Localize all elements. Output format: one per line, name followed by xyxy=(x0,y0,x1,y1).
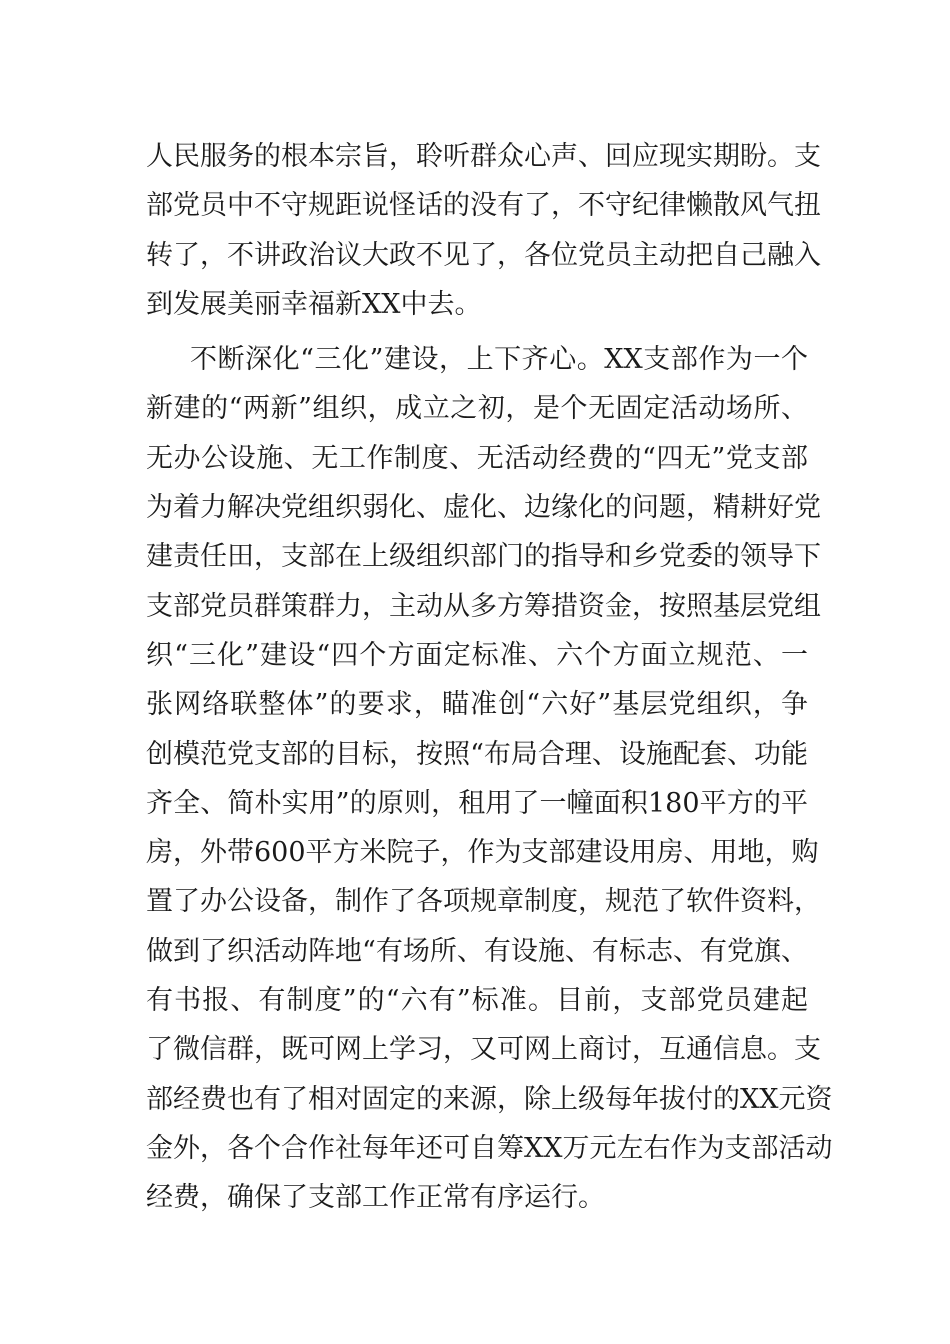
text-line: 创模范党支部的目标，按照“布局合理、设施配套、功能 xyxy=(146,738,808,770)
text-line: 做到了织活动阵地“有场所、有设施、有标志、有党旗、 xyxy=(146,935,808,967)
text-line: 置了办公设备，制作了各项规章制度，规范了软件资料， xyxy=(146,886,821,918)
text-line: 转了，不讲政治议大政不见了，各位党员主动把自己融入 xyxy=(146,239,821,271)
text-line: 房，外带600平方米院子，作为支部建设用房、用地，购 xyxy=(146,837,819,869)
paragraph-1 xyxy=(146,132,821,329)
text-line: 为着力解决党组织弱化、虚化、边缘化的问题，精耕好党 xyxy=(146,492,821,524)
text-line: 张网络联整体”的要求，瞄准创“六好”基层党组织，争 xyxy=(146,689,808,721)
text-line: 金外，各个合作社每年还可自筹XX万元左右作为支部活动 xyxy=(146,1132,833,1164)
text-line: 支部党员群策群力，主动从多方筹措资金，按照基层党组 xyxy=(146,590,821,622)
text-line: 不断深化“三化”建设，上下齐心。XX支部作为一个 xyxy=(190,344,808,376)
text-line: 织“三化”建设“四个方面定标准、六个方面立规范、一 xyxy=(146,639,808,671)
text-line: 到发展美丽幸福新XX中去。 xyxy=(146,288,482,320)
text-line: 有书报、有制度”的“六有”标准。目前，支部党员建起 xyxy=(146,985,808,1017)
document-body xyxy=(146,132,833,1223)
text-line: 齐全、简朴实用”的原则，租用了一幢面积180平方的平 xyxy=(146,787,808,819)
text-line: 建责任田，支部在上级组织部门的指导和乡党委的领导下 xyxy=(146,541,821,573)
text-line: 了微信群，既可网上学习，又可网上商讨，互通信息。支 xyxy=(146,1034,821,1066)
text-line: 无办公设施、无工作制度、无活动经费的“四无”党支部 xyxy=(146,442,808,474)
text-line: 部经费也有了相对固定的来源，除上级每年拔付的XX元资 xyxy=(146,1083,833,1115)
text-line: 人民服务的根本宗旨，聆听群众心声、回应现实期盼。支 xyxy=(146,141,821,172)
text-line: 新建的“两新”组织，成立之初，是个无固定活动场所、 xyxy=(146,393,808,425)
text-line: 部党员中不守规距说怪话的没有了，不守纪律懒散风气扭 xyxy=(146,190,821,222)
paragraph-2 xyxy=(146,335,833,1222)
text-line: 经费，确保了支部工作正常有序运行。 xyxy=(146,1182,605,1214)
